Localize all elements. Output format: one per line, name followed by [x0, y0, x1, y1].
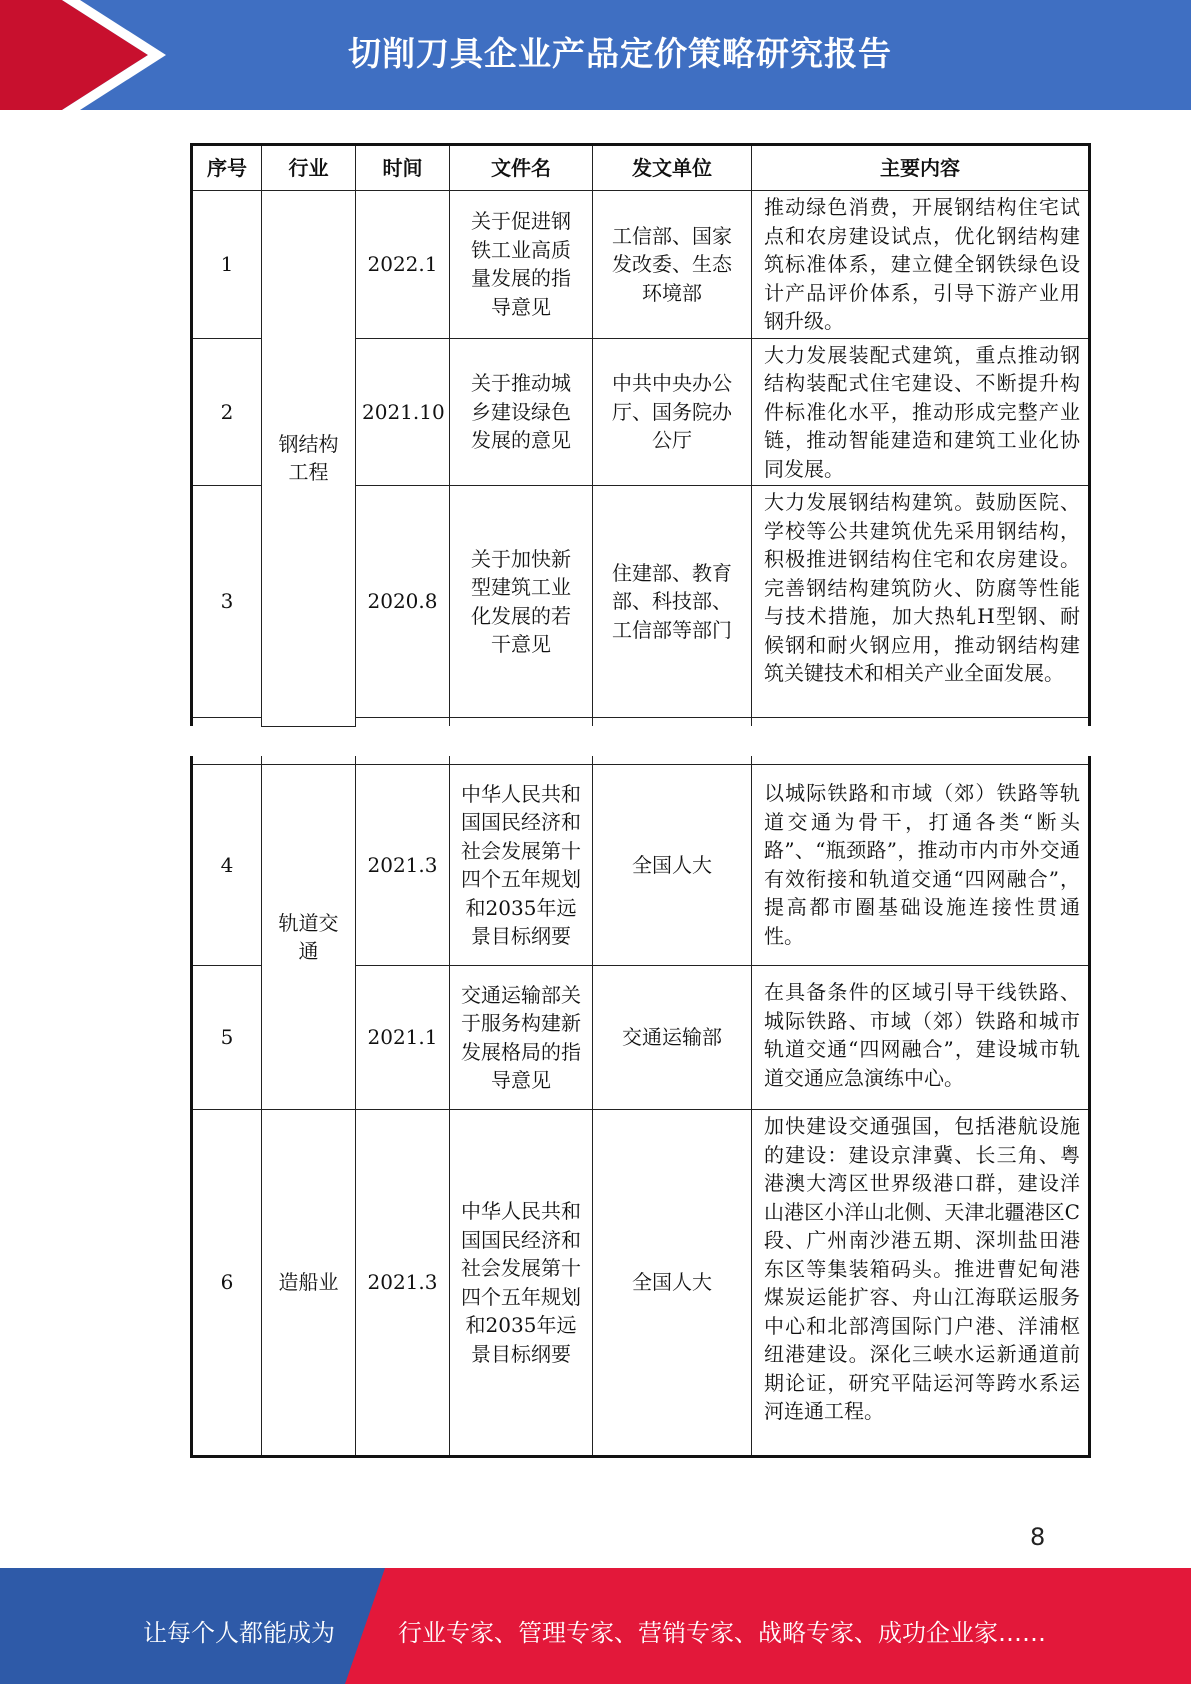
date-cell: 2021.10	[356, 338, 450, 486]
document-name-cell: 中华人民共和国国民经济和社会发展第十四个五年规划和2035年远景目标纲要	[450, 765, 593, 966]
content-cell: 大力发展钢结构建筑。鼓励医院、学校等公共建筑优先采用钢结构，积极推进钢结构住宅和农房建设。完善钢结构建筑防火、防腐等性能与技术措施，加大热轧H型钢、耐候钢和耐火钢应用，推动钢结构建筑关键技术和相关产业全面发展。	[752, 486, 1090, 718]
footer-slogan-left: 让每个人都能成为	[143, 1619, 335, 1647]
date-cell: 2021.3	[356, 765, 450, 966]
date-cell: 2022.1	[356, 191, 450, 339]
page-header	[0, 0, 1191, 110]
date-cell: 2020.8	[356, 486, 450, 718]
industry-cell: 钢结构工程	[262, 191, 356, 727]
document-name-cell: 关于推动城乡建设绿色发展的意见	[450, 338, 593, 486]
column-header: 发文单位	[593, 145, 752, 191]
table-break-row	[192, 756, 1090, 765]
row-number: 2	[192, 338, 262, 486]
column-header: 文件名	[450, 145, 593, 191]
industry-cell: 造船业	[262, 1110, 356, 1457]
content-cell: 加快建设交通强国，包括港航设施的建设：建设京津冀、长三角、粤港澳大湾区世界级港口群，建设洋山港区小洋山北侧、天津北疆港区C段、广州南沙港五期、深圳盐田港东区等集装箱码头。推进曹妃甸港煤炭运能扩容、舟山江海联运服务中心和北部湾国际门户港、洋浦枢纽港建设。深化三峡水运新通道前期论证，研究平陆运河等跨水系运河连通工程。	[752, 1110, 1090, 1457]
row-number: 6	[192, 1110, 262, 1457]
document-name-cell: 关于加快新型建筑工业化发展的若干意见	[450, 486, 593, 718]
column-header: 序号	[192, 145, 262, 191]
issuer-cell: 工信部、国家发改委、生态环境部	[593, 191, 752, 339]
issuer-cell: 全国人大	[593, 1110, 752, 1457]
row-number: 3	[192, 486, 262, 718]
date-cell: 2021.3	[356, 1110, 450, 1457]
issuer-cell: 全国人大	[593, 765, 752, 966]
table-row	[192, 191, 1090, 339]
issuer-cell: 交通运输部	[593, 966, 752, 1110]
report-title: 切削刀具企业产品定价策略研究报告	[348, 34, 892, 73]
issuer-cell: 住建部、教育部、科技部、工信部等部门	[593, 486, 752, 718]
document-name-cell: 关于促进钢铁工业高质量发展的指导意见	[450, 191, 593, 339]
date-cell: 2021.1	[356, 966, 450, 1110]
content-cell: 以城际铁路和市域（郊）铁路等轨道交通为骨干，打通各类“断头路”、“瓶颈路”，推动市内市外交通有效衔接和轨道交通“四网融合”，提高都市圈基础设施连接性贯通性。	[752, 765, 1090, 966]
document-name-cell: 中华人民共和国国民经济和社会发展第十四个五年规划和2035年远景目标纲要	[450, 1110, 593, 1457]
issuer-cell: 中共中央办公厅、国务院办公厅	[593, 338, 752, 486]
table-header-row	[192, 145, 1090, 191]
row-number: 5	[192, 966, 262, 1110]
page-number: 8	[1030, 1523, 1046, 1551]
footer-slogan-right: 行业专家、管理专家、营销专家、战略专家、成功企业家……	[398, 1619, 1046, 1647]
content-cell: 大力发展装配式建筑，重点推动钢结构装配式住宅建设、不断提升构件标准化水平，推动形成完整产业链，推动智能建造和建筑工业化协同发展。	[752, 338, 1090, 486]
row-number: 1	[192, 191, 262, 339]
table-row	[192, 765, 1090, 966]
content-cell: 推动绿色消费，开展钢结构住宅试点和农房建设试点，优化钢结构建筑标准体系，建立健全钢铁绿色设计产品评价体系，引导下游产业用钢升级。	[752, 191, 1090, 339]
page-footer	[0, 1568, 1191, 1684]
policy-table-part-2	[190, 756, 1091, 1458]
content-cell: 在具备条件的区域引导干线铁路、城际铁路、市域（郊）铁路和城市轨道交通“四网融合”，建设城市轨道交通应急演练中心。	[752, 966, 1090, 1110]
column-header: 行业	[262, 145, 356, 191]
policy-table-part-1	[190, 143, 1091, 727]
column-header: 时间	[356, 145, 450, 191]
column-header: 主要内容	[752, 145, 1090, 191]
table-row	[192, 1110, 1090, 1457]
document-name-cell: 交通运输部关于服务构建新发展格局的指导意见	[450, 966, 593, 1110]
industry-cell: 轨道交通	[262, 765, 356, 1110]
row-number: 4	[192, 765, 262, 966]
